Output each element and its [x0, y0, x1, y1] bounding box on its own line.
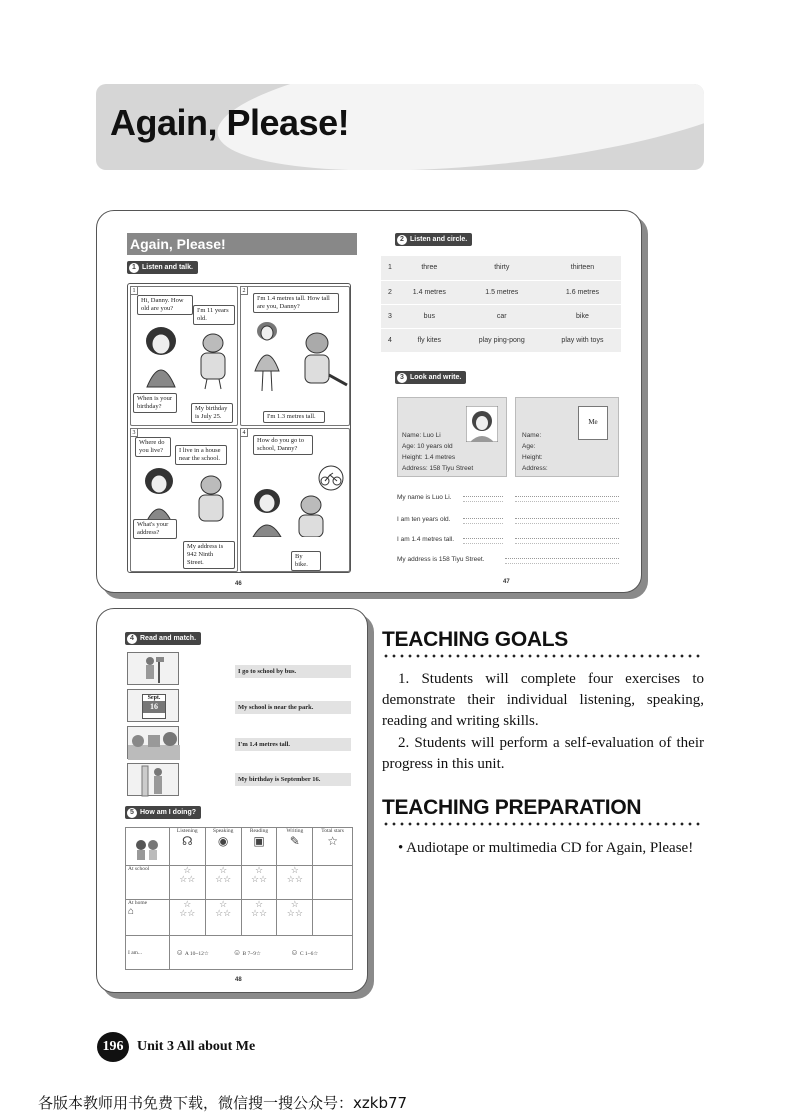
teaching-preparation-paragraph: • Audiotape or multimedia CD for Again, Please!: [398, 840, 694, 856]
girl-figure-illustration: [247, 487, 289, 537]
teaching-goals-paragraph-1: 1. Students will complete four exercises to demonstrate their individual listening, speaking, reading and writing skills.: [382, 671, 704, 729]
boy-figure-illustration: [193, 331, 233, 391]
match-sentence: I go to school by bus.: [235, 665, 351, 678]
speech-bubble: My birthday is July 25.: [191, 403, 233, 423]
table-row: I am... ☺ A 10~12☆ ☺ B 7~9☆ ☺ C 1~6☆: [126, 936, 353, 970]
exercise-5-label: 5 How am I doing?: [125, 806, 201, 819]
book-page-48: [96, 608, 368, 993]
writing-line: [505, 558, 619, 564]
writing-line: [463, 538, 503, 544]
face-icon: ☺: [290, 948, 299, 957]
girl-figure-illustration: [247, 321, 287, 393]
speech-bubble: I'm 1.3 metres tall.: [263, 411, 325, 423]
page-number-badge: 196: [97, 1032, 129, 1062]
speech-bubble: Hi, Danny. How old are you?: [137, 295, 193, 315]
written-line: I am 1.4 metres tall.: [397, 536, 455, 543]
speech-bubble: When is your birthday?: [133, 393, 177, 413]
table-row: 4 fly kites play ping-pong play with toys: [381, 328, 621, 352]
info-card-me: Me Name: Age: Height: Address:: [515, 397, 619, 477]
writing-line: [515, 496, 619, 502]
speech-bubble: Where do you live?: [135, 437, 171, 457]
page-number: 47: [503, 579, 510, 585]
speech-bubble: What's your address?: [133, 519, 177, 539]
speech-bubble: I'm 1.4 metres tall. How tall are you, Danny?: [253, 293, 339, 313]
calendar-picture: [127, 689, 179, 722]
comic-panel-1: 1 Hi, Danny. How old are you? I'm 11 years old. When is your birthday? My birthday is July 25.: [130, 286, 238, 426]
stars-icon: ☆ ☆☆: [241, 900, 277, 936]
match-sentence: My birthday is September 16.: [235, 773, 351, 786]
face-icon: ☺: [232, 948, 242, 957]
dotted-rule: [382, 654, 700, 658]
comic-strip: [127, 283, 351, 573]
written-line: My name is Luo Li.: [397, 494, 452, 501]
exercise-2-label: 2 Listen and circle.: [395, 233, 472, 246]
table-row: At home ⌂ ☆ ☆☆ ☆ ☆☆ ☆ ☆☆ ☆ ☆☆: [126, 900, 353, 936]
boy-figure-illustration: [191, 473, 233, 529]
park-picture: [127, 726, 179, 759]
table-row: 2 1.4 metres 1.5 metres 1.6 metres: [381, 280, 621, 304]
exercise-3-label: 3 Look and write.: [395, 371, 466, 384]
comic-panel-3: 3 Where do you live? I live in a house near the school. What's your address? My address is 942 Ninth Street.: [130, 428, 238, 572]
watermark-text: 各版本教师用书免费下载，微信搜一搜公众号：xzkb77: [38, 1094, 408, 1112]
dotted-rule: [382, 822, 700, 826]
girl-figure-illustration: [137, 467, 183, 527]
writing-line: [463, 518, 503, 524]
book-heading: Again, Please!: [127, 233, 357, 255]
kids-icon: [126, 828, 170, 866]
house-icon: ⌂: [128, 906, 135, 917]
unit-title: Unit 3 All about Me: [137, 1039, 256, 1054]
stars-icon: ☆ ☆☆: [169, 866, 205, 900]
teaching-goals-paragraph-2: 2. Students will perform a self-evaluation of their progress in this unit.: [382, 735, 704, 772]
self-evaluation-grid: [125, 827, 353, 970]
teaching-preparation-heading: TEACHING PREPARATION: [382, 796, 642, 819]
stars-icon: ☆ ☆☆: [205, 900, 241, 936]
height-measure-picture: [127, 763, 179, 796]
calendar-month: Sept.: [147, 695, 161, 701]
page-number: 46: [235, 581, 242, 587]
written-line: I am ten years old.: [397, 516, 451, 523]
speech-bubble: How do you go to school, Danny?: [253, 435, 313, 455]
reading-icon: ▣: [253, 834, 265, 848]
table-row: 1 three thirty thirteen: [381, 256, 621, 280]
stars-icon: ☆ ☆☆: [277, 866, 313, 900]
girl-figure-illustration: [137, 327, 187, 389]
page-number: 48: [235, 977, 242, 983]
speech-bubble: I live in a house near the school.: [175, 445, 227, 465]
face-icon: ☺: [175, 948, 184, 957]
speech-bubble: I'm 11 years old.: [193, 305, 235, 325]
photo-placeholder: Me: [578, 406, 608, 440]
star-icon: ☆: [327, 834, 338, 848]
girl-portrait-illustration: [466, 406, 498, 442]
writing-line: [515, 538, 619, 544]
written-line: My address is 158 Tiyu Street.: [397, 556, 485, 563]
speech-bubble: By bike.: [291, 551, 321, 571]
table-row: At school ☆ ☆☆ ☆ ☆☆ ☆ ☆☆ ☆ ☆☆: [126, 866, 353, 900]
page-title: Again, Please!: [110, 102, 350, 143]
stars-icon: ☆ ☆☆: [277, 900, 313, 936]
writing-icon: ✎: [289, 834, 300, 848]
stars-icon: ☆ ☆☆: [169, 900, 205, 936]
speaking-icon: ◉: [217, 834, 229, 848]
boy-figure-illustration: [295, 331, 349, 397]
stars-icon: ☆ ☆☆: [241, 866, 277, 900]
bike-icon: [317, 465, 345, 491]
writing-line: [515, 518, 619, 524]
stars-icon: ☆ ☆☆: [205, 866, 241, 900]
comic-panel-2: 2 I'm 1.4 metres tall. How tall are you, Danny? I'm 1.3 metres tall.: [240, 286, 350, 426]
info-card-luo-li: Name: Luo Li Age: 10 years old Height: 1.4 metres Address: 158 Tiyu Street: [397, 397, 507, 477]
exercise-1-label: 1 Listen and talk.: [127, 261, 198, 274]
match-sentence: My school is near the park.: [235, 701, 351, 714]
comic-panel-4: 4 How do you go to school, Danny? By bike.: [240, 428, 350, 572]
exercise-4-label: 4 Read and match.: [125, 632, 201, 645]
writing-line: [463, 496, 503, 502]
boy-figure-illustration: [291, 493, 331, 537]
listen-and-circle-table: [381, 256, 621, 353]
table-row: 3 bus car bike: [381, 304, 621, 328]
listening-icon: ☊: [181, 834, 193, 848]
table-row: Listening ☊ Speaking ◉ Reading ▣ Writing ✎ Total stars ☆: [126, 828, 353, 866]
teaching-goals-heading: TEACHING GOALS: [382, 628, 568, 651]
bus-stop-picture: [127, 652, 179, 685]
speech-bubble: My address is 942 Ninth Street.: [183, 541, 235, 569]
calendar-day: 16: [143, 701, 165, 713]
title-band: [96, 84, 704, 170]
book-spread-pages-46-47: [96, 210, 642, 593]
match-sentence: I'm 1.4 metres tall.: [235, 738, 351, 751]
